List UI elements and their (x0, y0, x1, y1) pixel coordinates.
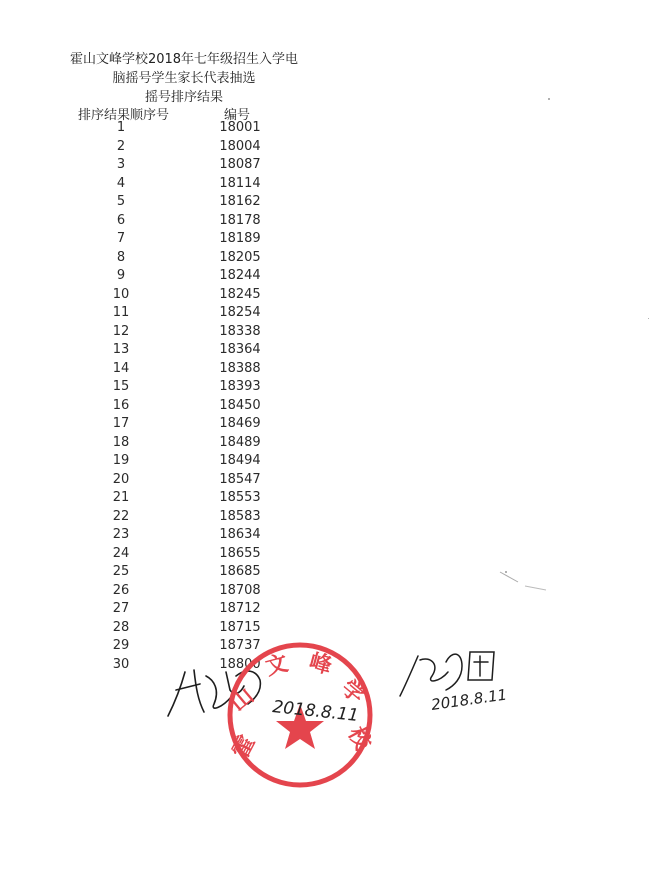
student-code: 18004 (219, 138, 261, 154)
student-code: 18388 (219, 360, 261, 376)
rank-number: 7 (116, 231, 126, 246)
rank-number: 9 (116, 268, 126, 283)
student-code: 18708 (219, 582, 261, 598)
student-code: 18254 (219, 305, 261, 320)
student-code: 18393 (219, 379, 261, 394)
rank-number: 18 (112, 434, 130, 450)
student-code: 18205 (219, 249, 261, 265)
rank-number: 21 (112, 490, 130, 505)
student-code: 18553 (219, 490, 261, 505)
rank-number: 27 (112, 601, 130, 616)
svg-text:峰: 峰 (306, 648, 335, 680)
student-code: 18685 (219, 564, 261, 579)
rank-number: 17 (112, 416, 130, 431)
rank-number: 5 (116, 194, 126, 209)
rank-number: 26 (112, 582, 130, 598)
rank-number: 15 (112, 379, 130, 394)
rank-number: 8 (116, 249, 126, 265)
rank-number: 20 (112, 471, 130, 487)
rank-number: 6 (116, 212, 126, 228)
rank-column-header: 排序结果顺序号 (78, 108, 170, 123)
student-code: 18583 (219, 508, 261, 524)
rank-number: 24 (112, 545, 130, 561)
student-code: 18114 (219, 175, 261, 191)
svg-text:学: 学 (336, 674, 370, 709)
rank-number: 29 (112, 638, 130, 653)
student-code: 18489 (219, 434, 261, 450)
student-code: 18715 (219, 619, 261, 635)
student-code: 18469 (219, 416, 261, 431)
student-code: 18655 (219, 545, 261, 561)
student-code: 18634 (219, 527, 261, 542)
rank-number: 3 (116, 157, 126, 172)
rank-number: 16 (112, 397, 130, 413)
student-code: 18494 (219, 453, 261, 468)
rank-number: 4 (116, 175, 126, 191)
student-code: 18244 (219, 268, 261, 283)
rank-number: 28 (112, 619, 130, 635)
rank-number: 12 (112, 323, 130, 339)
student-code: 18547 (219, 471, 261, 487)
left-signature-date: 2018.8.11 (271, 697, 360, 727)
rank-number: 10 (112, 286, 130, 302)
rank-number: 13 (112, 342, 130, 357)
svg-text:文: 文 (262, 649, 291, 681)
svg-text:霍: 霍 (227, 731, 261, 763)
rank-number: 1 (116, 120, 126, 135)
code-column-header: 编号 (224, 108, 251, 123)
rank-number: 14 (112, 360, 130, 376)
title-line-3: 摇号排序结果 (144, 90, 223, 105)
rank-number: 19 (112, 453, 130, 468)
student-code: 18087 (219, 157, 261, 172)
student-code: 18338 (219, 323, 261, 339)
rank-number: 23 (112, 527, 130, 542)
title-line-1: 霍山文峰学校2018年七年级招生入学电 (69, 52, 299, 67)
student-code: 18450 (219, 397, 261, 413)
student-code: 18178 (219, 212, 261, 228)
rank-number: 30 (112, 656, 130, 672)
svg-text:山: 山 (225, 682, 259, 717)
student-code: 18737 (219, 638, 261, 653)
rank-number: 2 (116, 138, 126, 154)
student-code: 18364 (219, 342, 261, 357)
rank-number: 22 (112, 508, 130, 524)
student-code: 18001 (219, 120, 261, 135)
student-code: 18712 (219, 601, 261, 616)
title-line-2: 脑摇号学生家长代表抽选 (112, 71, 256, 86)
student-code: 18245 (219, 286, 261, 302)
rank-number: 25 (112, 564, 130, 579)
rank-number: 11 (112, 305, 130, 320)
student-code: 18189 (219, 231, 261, 246)
right-signature-date: 2018.8.11 (430, 685, 509, 714)
student-code: 18800 (219, 656, 261, 672)
svg-text:校: 校 (342, 722, 376, 755)
student-code: 18162 (219, 194, 261, 209)
